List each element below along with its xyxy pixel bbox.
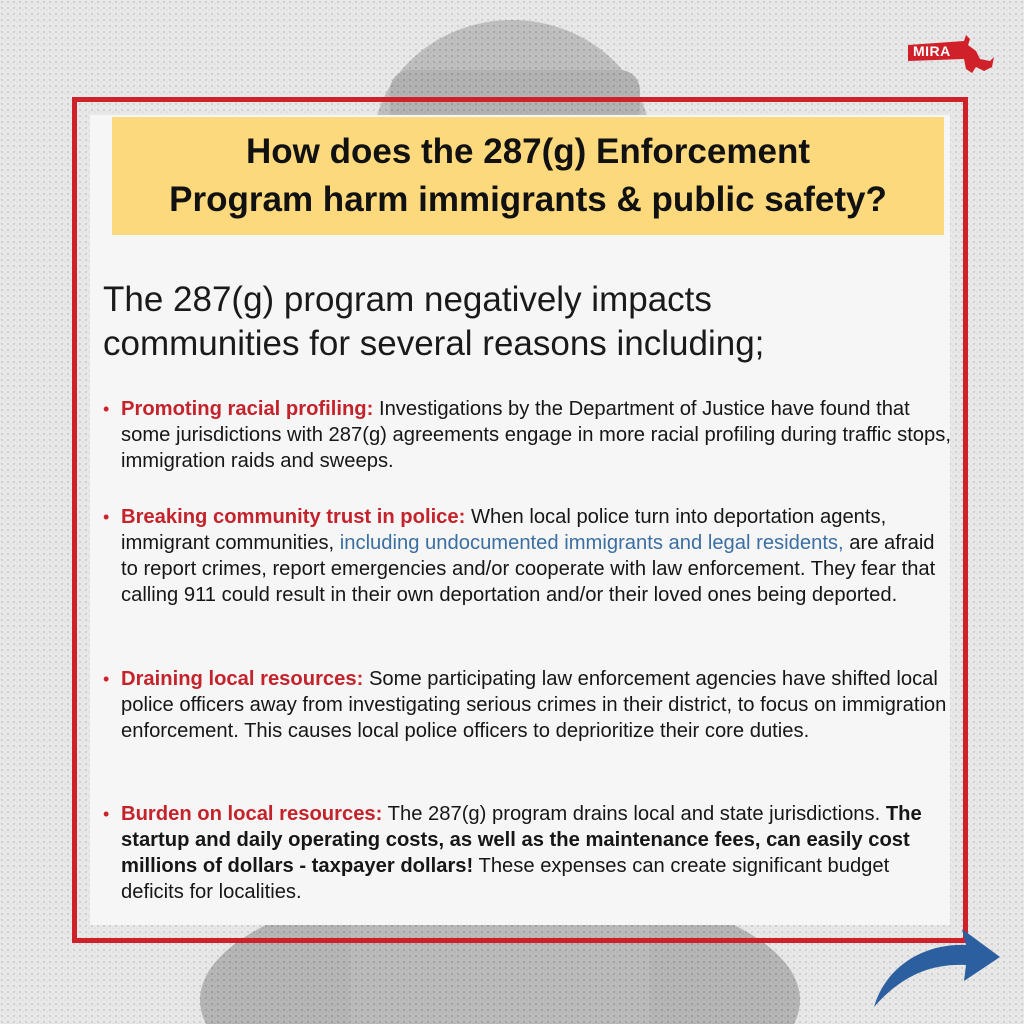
list-item xyxy=(103,801,956,905)
bullet-dot: • xyxy=(103,804,110,824)
arrow-right-icon[interactable] xyxy=(866,915,1006,1015)
list-item-text: The 287(g) program drains local and state jurisdictions. xyxy=(382,803,886,825)
bullet-dot: • xyxy=(103,507,110,527)
intro-line-1: The 287(g) program negatively impacts xyxy=(103,280,712,319)
list-item-bold-text: The startup and daily operating costs, as well as the maintenance fees, can easily cost millions of dollars - taxpayer dollars! xyxy=(121,803,922,877)
highlighted-link-text[interactable]: including undocumented immigrants and legal residents, xyxy=(339,532,844,554)
list-item xyxy=(103,396,956,474)
list-item-heading: Promoting racial profiling: xyxy=(121,398,374,420)
list-item-heading: Draining local resources: xyxy=(121,668,364,690)
list-item-text: Investigations by the Department of Justice have found that some jurisdictions with 287(g) agreements engage in more racial profiling during traffic stops, immigration raids and sweeps. xyxy=(121,398,951,472)
intro-line-2: communities for several reasons including; xyxy=(103,324,765,363)
list-item xyxy=(103,504,956,608)
list-item-text: When local police turn into deportation agents, immigrant communities, xyxy=(121,506,887,554)
list-item xyxy=(103,666,956,744)
intro-text xyxy=(103,278,923,366)
page-title xyxy=(118,128,938,224)
list-item-text: These expenses can create significant budget deficits for localities. xyxy=(121,855,890,903)
logo: MIRA xyxy=(913,43,951,59)
list-item-text: Some participating law enforcement agencies have shifted local police officers away from investigating serious crimes in their district, to focus on immigration enforcement. This causes local police officers to deprioritize their core duties. xyxy=(121,668,947,742)
title-line-1: How does the 287(g) Enforcement xyxy=(246,132,810,171)
list-item-heading: Burden on local resources: xyxy=(121,803,383,825)
bullet-dot: • xyxy=(103,399,110,419)
title-banner xyxy=(112,117,944,235)
list-item-heading: Breaking community trust in police: xyxy=(121,506,466,528)
title-line-2: Program harm immigrants & public safety? xyxy=(169,180,887,219)
list-item-text: are afraid to report crimes, report emergencies and/or cooperate with law enforcement. They fear that calling 911 could result in their own deportation and/or their loved ones being deported. xyxy=(121,532,936,606)
bullet-dot: • xyxy=(103,669,110,689)
